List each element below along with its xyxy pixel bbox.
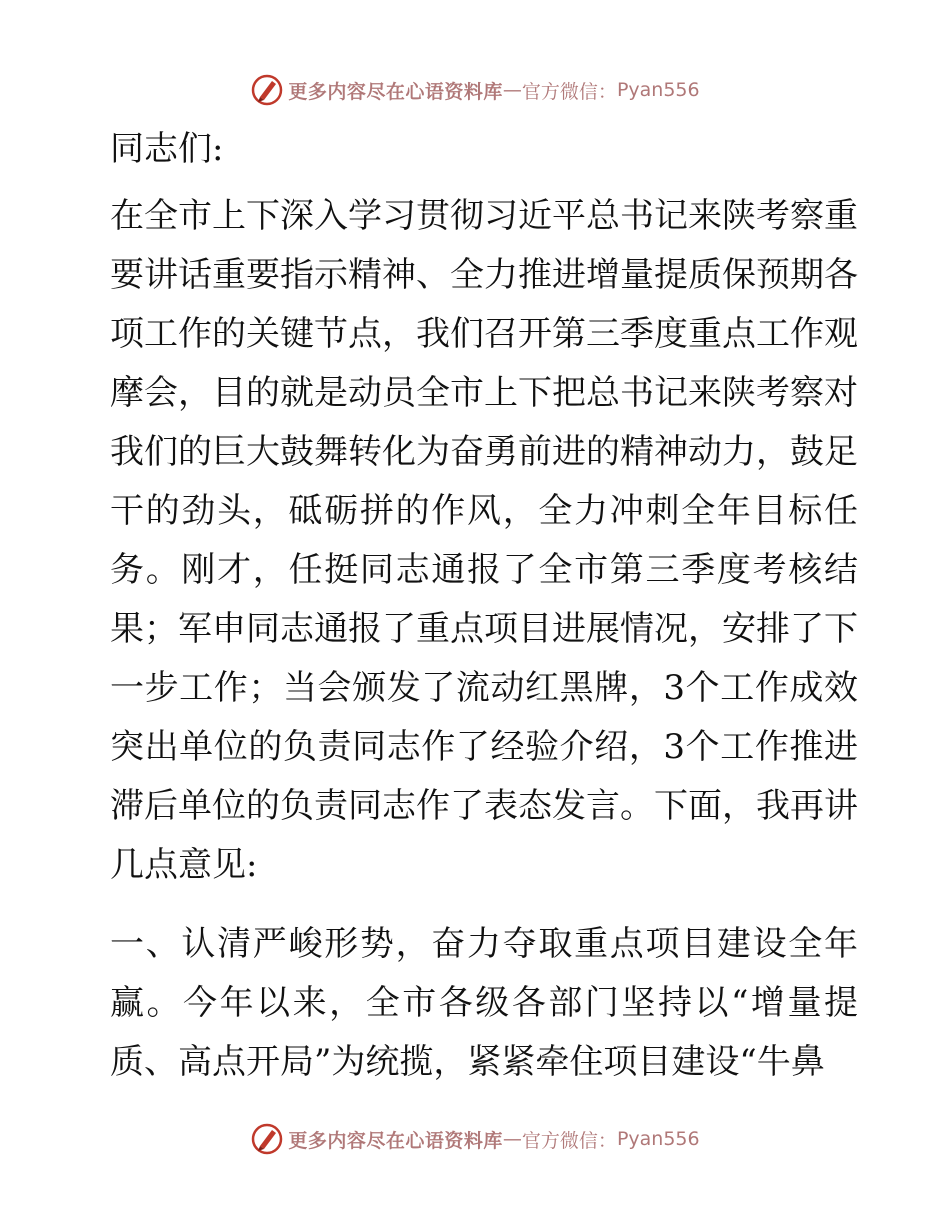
watermark-text: 更多内容尽在心语资料库 xyxy=(288,80,503,103)
watermark-account: Pyan556 xyxy=(616,1128,700,1150)
paragraph-gap xyxy=(98,895,858,915)
paragraph-intro: 在全市上下深入学习贯彻习近平总书记来陕考察重要讲话重要指示精神、全力推进增量提质保预期各项工作的关键节点，我们召开第三季度重点工作观摩会，目的就是动员全市上下把总书记来陕考察对我们的巨大鼓舞转化为奋勇前进的精神动力，鼓足干的劲头，砥砺拼的作风，全力冲刺全年目标任务。刚才，任挺同志通报了全市第三季度考核结果；军申同志通报了重点项目进展情况，安排了下一步工作；当会颁发了流动红黑牌，3个工作成效突出单位的负责同志作了经验介绍，3个工作推进滞后单位的负责同志作了表态发言。下面，我再讲几点意见: xyxy=(110,196,858,885)
watermark-dash: — xyxy=(502,1128,522,1150)
pen-seal-icon xyxy=(250,1122,284,1156)
watermark-label: 官方微信： xyxy=(521,1129,617,1152)
watermark-dash: — xyxy=(502,79,522,101)
watermark-text: 更多内容尽在心语资料库 xyxy=(288,1129,503,1152)
pen-seal-icon xyxy=(250,73,284,107)
salutation: 同志们: xyxy=(110,129,224,169)
watermark-label: 官方微信： xyxy=(521,80,617,103)
header-watermark xyxy=(0,72,950,108)
paragraph-section-one: 一、认清严峻形势，奋力夺取重点项目建设全年赢。今年以来，全市各级各部门坚持以“增量提质、高点开局”为统揽，紧紧牵住项目建设“牛鼻 xyxy=(110,924,858,1082)
document-body xyxy=(98,120,858,1092)
footer-watermark xyxy=(0,1121,950,1157)
watermark-account: Pyan556 xyxy=(616,79,700,101)
